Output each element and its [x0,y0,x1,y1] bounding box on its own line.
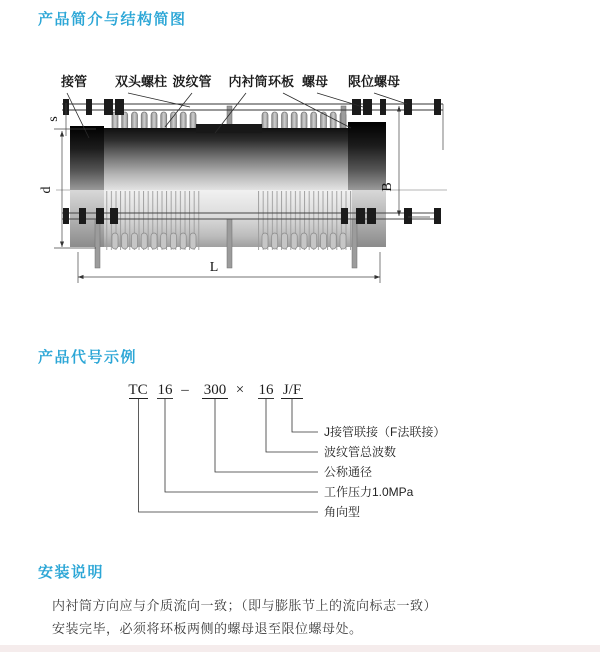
code-token-dash: – [181,382,189,398]
part-label-stud: 双头螺柱 [114,74,168,89]
code-token-waves: 16 [258,382,274,398]
part-label-limit-nut: 限位螺母 [347,74,401,89]
dim-label-B: B [380,182,395,192]
code-legend-pressure: 工作压力1.0MPa [324,485,414,499]
footer-strip [0,645,600,652]
code-legend-waves: 波纹管总波数 [324,445,397,459]
code-token-type: TC [128,382,148,398]
code-example-diagram [0,370,600,535]
dim-label-L: L [209,260,219,275]
code-token-connection: J/F [282,382,302,398]
part-label-nut: 螺母 [301,74,329,89]
code-token-pressure: 16 [157,382,173,398]
part-label-bellows: 波纹管 [172,74,212,89]
dim-label-d: d [39,186,54,194]
code-legend-connection: J接管联接（F法联接） [324,425,446,439]
upper-rod-nuts [63,99,441,115]
code-token-dn: 300 [203,382,227,398]
code-tree-lines [139,399,319,513]
install-instructions [52,594,532,640]
part-label-inner-sleeve: 内衬筒 [228,74,268,89]
upper-half [62,99,443,190]
section-title-structure: 产品简介与结构简图 [38,11,187,28]
code-token-times: × [235,382,245,398]
section-title-install: 安装说明 [38,564,105,581]
install-line-2: 安装完毕，必须将环板两侧的螺母退至限位螺母处。 [52,621,363,636]
part-label-ring-plate: 环板 [267,74,295,89]
code-legend-type: 角向型 [324,505,361,519]
install-line-1: 内衬筒方向应与介质流向一致；（即与膨胀节上的流向标志一致） [52,598,438,613]
lower-half [62,190,441,268]
code-legend-dn: 公称通径 [324,465,373,479]
section-title-code: 产品代号示例 [38,349,138,366]
liner-band [196,124,262,133]
part-label-connection-pipe: 接管 [60,74,88,89]
dim-label-s: s [46,116,61,122]
